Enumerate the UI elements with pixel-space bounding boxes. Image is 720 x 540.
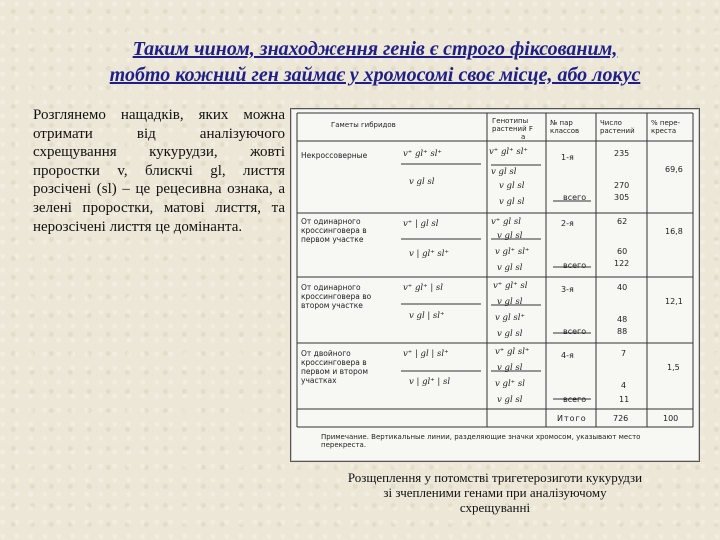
row2-count-1: 62 xyxy=(617,217,628,226)
header-gametes: Гаметы гибридов xyxy=(331,121,396,129)
header-genotypes-sub: а xyxy=(521,133,526,141)
row4-gamete-1: v⁺ | gl | sl⁺ xyxy=(403,349,449,359)
caption-line-2: зі зчепленими генами при аналізуючому xyxy=(383,485,607,500)
row2-count-2: 60 xyxy=(617,247,628,256)
row1-genotype-4: v gl sl xyxy=(499,197,525,207)
row4-gamete-2: v | gl⁺ | sl xyxy=(409,377,451,387)
caption-line-1: Розщеплення у потомстві тригетерозиготи кукурудзи xyxy=(347,470,643,485)
row2-total-label: всего xyxy=(563,261,587,270)
row4-label: От двойного кроссинговера в первом и втором участках xyxy=(301,349,368,385)
row1-genotype-1: v⁺ gl⁺ sl⁺ xyxy=(489,147,528,157)
row2-genotype-1: v⁺ gl sl xyxy=(491,217,521,227)
row1-count-1: 235 xyxy=(614,149,630,158)
row2-count-total: 122 xyxy=(614,259,630,268)
row2-gamete-2: v | gl⁺ sl⁺ xyxy=(409,249,449,259)
row1-count-2: 270 xyxy=(614,181,630,190)
row4-genotype-4: v gl sl xyxy=(497,395,523,405)
row4-total-label: всего xyxy=(563,395,587,404)
row4-class: 4-я xyxy=(561,351,574,360)
row3-label: От одинарного кроссинговера во втором участке xyxy=(301,283,372,310)
row1-gamete-2: v gl sl xyxy=(409,177,435,187)
row3-count-total: 88 xyxy=(617,327,628,336)
row1-count-total: 305 xyxy=(614,193,630,202)
title-line-1: Таким чином, знаходження генів є строго фіксованим, xyxy=(132,38,618,60)
header-class-no: № пар классов xyxy=(550,119,580,135)
row1-percent: 69,6 xyxy=(665,165,683,174)
total-count: 726 xyxy=(613,414,629,423)
row3-count-2: 48 xyxy=(617,315,628,324)
row3-genotype-3: v gl sl⁺ xyxy=(495,313,525,323)
row1-label: Некроссоверные xyxy=(301,151,368,160)
row1-genotype-2: v gl sl xyxy=(491,167,517,177)
header-percent: % пере-креста xyxy=(651,119,681,135)
slide-title xyxy=(40,36,710,88)
row1-gamete-1: v⁺ gl⁺ sl⁺ xyxy=(403,149,442,159)
row4-count-1: 7 xyxy=(621,349,627,358)
row4-genotype-1: v⁺ gl sl⁺ xyxy=(495,347,530,357)
row2-percent: 16,8 xyxy=(665,227,683,236)
row3-total-label: всего xyxy=(563,327,587,336)
row4-genotype-2: v gl sl xyxy=(497,363,523,373)
row4-count-2: 4 xyxy=(621,381,627,390)
caption-line-3: схрещуванні xyxy=(459,500,531,515)
row3-genotype-4: v gl sl xyxy=(497,329,523,339)
row4-count-total: 11 xyxy=(619,395,630,404)
row2-genotype-2: v gl sl xyxy=(497,231,523,241)
header-count: Число растений xyxy=(600,119,635,135)
row3-gamete-2: v gl | sl⁺ xyxy=(409,311,445,321)
row2-gamete-1: v⁺ | gl sl xyxy=(403,219,439,229)
description-text: Розглянемо нащадків, яких можна отримати від аналізуючого схрещування кукурудзи, жовті проростки v, блискчі gl, лисття розсічені (sl) – це рецесивна ознака, а зелені проростки, матові лисття, та нерозсічені лисття це домінанта. xyxy=(33,107,285,235)
row3-genotype-1: v⁺ gl⁺ sl xyxy=(493,281,528,291)
total-percent: 100 xyxy=(663,414,679,423)
table-note: Примечание. Вертикальные линии, разделяющие значки хромосом, указывают место перекреста. xyxy=(321,433,641,449)
crossing-table xyxy=(290,108,700,462)
figure-caption xyxy=(300,470,690,515)
row2-genotype-4: v gl sl xyxy=(497,263,523,273)
header-genotypes: Генотипы растений F xyxy=(492,117,533,133)
row2-label: От одинарного кроссинговера в первом участке xyxy=(301,217,367,244)
row1-genotype-3: v gl sl xyxy=(499,181,525,191)
row1-total-label: всего xyxy=(563,193,587,202)
row3-gamete-1: v⁺ gl⁺ | sl xyxy=(403,283,443,293)
row4-genotype-3: v gl⁺ sl xyxy=(495,379,525,389)
row4-percent: 1,5 xyxy=(667,363,680,372)
row2-genotype-3: v gl⁺ sl⁺ xyxy=(495,247,530,257)
row1-class: 1-я xyxy=(561,153,574,162)
row3-genotype-2: v gl sl xyxy=(497,297,523,307)
row2-class: 2-я xyxy=(561,219,574,228)
row3-count-1: 40 xyxy=(617,283,628,292)
title-line-2: тобто кожний ген займає у хромосомі своє місце, або локус xyxy=(109,64,641,86)
row3-class: 3-я xyxy=(561,285,574,294)
row3-percent: 12,1 xyxy=(665,297,683,306)
total-label: Итого xyxy=(557,414,587,423)
